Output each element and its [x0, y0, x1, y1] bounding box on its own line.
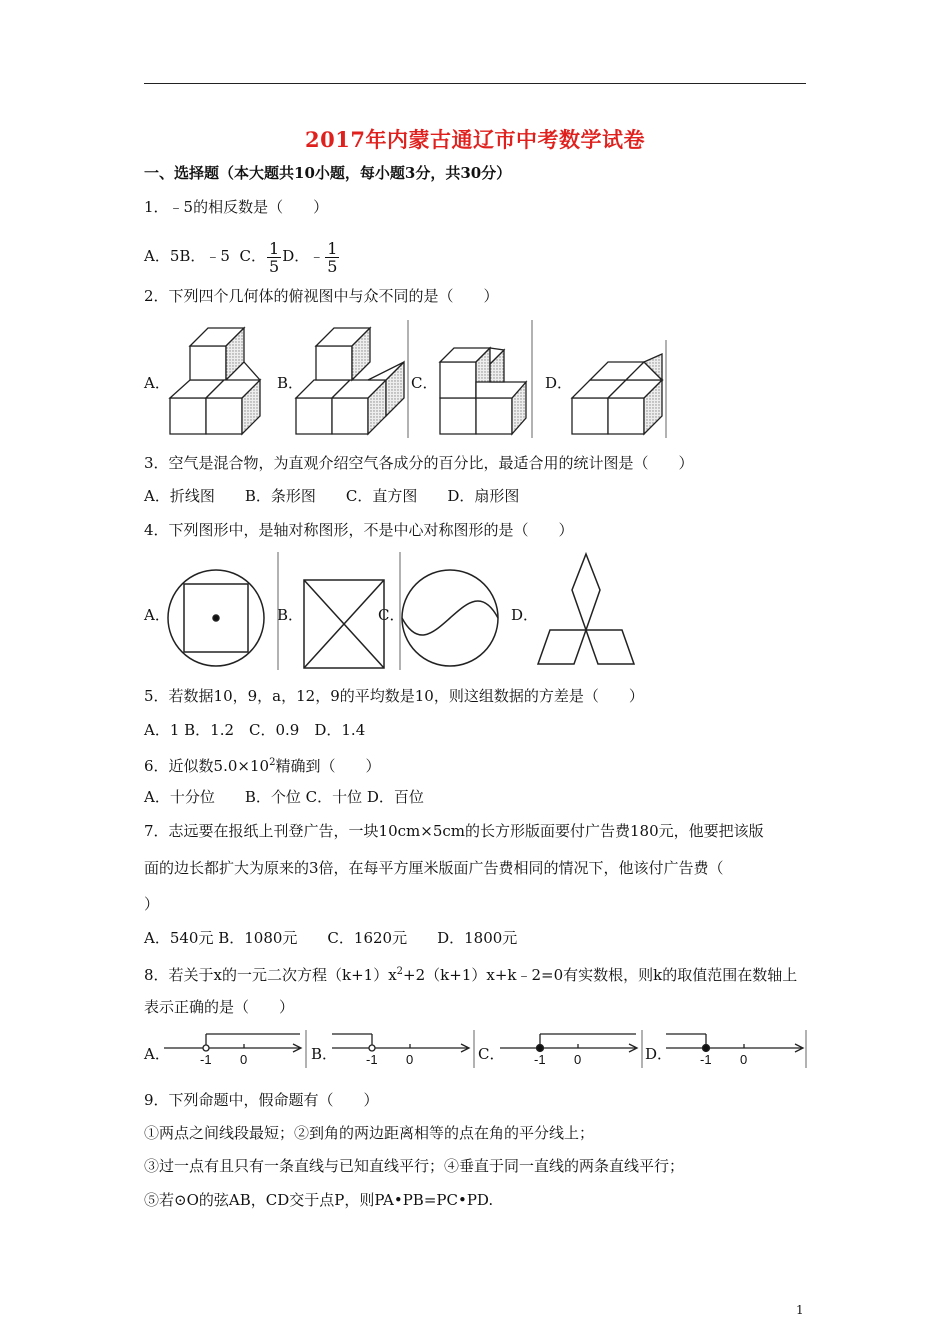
tick-neg-a: -1	[200, 1052, 212, 1067]
tick-neg-c: -1	[534, 1052, 546, 1067]
q7-options: A．540元 B．1080元 C．1620元 D．1800元	[144, 929, 518, 947]
q8-label-b: B．	[311, 1045, 338, 1063]
solid-c	[440, 348, 526, 434]
solid-b	[296, 328, 404, 434]
q8-line1-pre: 8．若关于x的一元二次方程（k+1）x	[144, 966, 397, 984]
q8-line2: 表示正确的是（ ）	[144, 998, 295, 1016]
q8-line1-exponent: 2	[396, 966, 404, 977]
q1-d-numerator: 1	[327, 238, 338, 258]
q6-stem-pre: 6．近似数5.0×10	[144, 757, 270, 775]
q9-stem: 9．下列命题中，假命题有（ ）	[144, 1091, 379, 1109]
q6-stem	[144, 753, 380, 776]
section-heading: 一、选择题（本大题共10小题，每小题3分，共30分）	[144, 164, 512, 182]
q7-line2: 面的边长都扩大为原来的3倍，在每平方厘米版面广告费相同的情况下，他该付广告费（	[144, 859, 724, 877]
q2-solids-figure	[160, 320, 820, 440]
number-line-d	[666, 1034, 803, 1052]
q1-option-c-fraction	[267, 240, 281, 275]
q1-option-d-label: D．	[282, 247, 310, 265]
q1-option-d-fraction	[325, 240, 339, 275]
q8-label-a: A．	[144, 1045, 170, 1063]
q9-statement-2: ③过一点有且只有一条直线与已知直线平行；④垂直于同一直线的两条直线平行；	[144, 1157, 685, 1175]
q2-label-a: A．	[144, 374, 170, 392]
number-line-a	[164, 1034, 301, 1052]
q6-stem-exponent: 2	[269, 757, 276, 768]
q7-line3: ）	[144, 895, 160, 913]
q9-statement-3: ⑤若⊙O的弦AB，CD交于点P，则PA•PB=PC•PD.	[144, 1191, 494, 1209]
q2-label-d: D．	[545, 374, 573, 392]
solid-d	[572, 354, 662, 434]
q1-option-b: B．﹣5	[179, 247, 230, 265]
page-title: 2017年内蒙古通辽市中考数学试卷	[305, 127, 645, 152]
number-line-b	[332, 1034, 469, 1052]
q1-stem: 1．﹣5的相反数是（ ）	[144, 198, 329, 216]
page-number: 1	[796, 1303, 804, 1317]
solid-a	[170, 328, 260, 434]
q5-options: A．1 B．1.2 C．0.9 D．1.4	[144, 721, 366, 739]
q2-stem: 2．下列四个几何体的俯视图中与众不同的是（ ）	[144, 287, 499, 305]
q1-c-denominator: 5	[269, 256, 280, 276]
figure-a	[168, 570, 264, 666]
q4-label-a: A．	[144, 606, 170, 624]
q3-stem: 3．空气是混合物，为直观介绍空气各成分的百分比，最适合用的统计图是（ ）	[144, 454, 694, 472]
q4-label-b: B．	[277, 606, 304, 624]
q4-figures	[160, 552, 660, 672]
q8-line1-post: +2（k+1）x+k﹣2=0有实数根，则k的取值范围在数轴上	[403, 966, 798, 984]
q1-c-numerator: 1	[269, 238, 280, 258]
tick-zero-d: 0	[740, 1052, 748, 1067]
tick-neg-d: -1	[700, 1052, 712, 1067]
q6-stem-post: 精确到（ ）	[275, 757, 381, 775]
tick-neg-b: -1	[366, 1052, 378, 1067]
figure-b	[304, 580, 384, 668]
q5-stem: 5．若数据10，9，a，12，9的平均数是10，则这组数据的方差是（ ）	[144, 687, 644, 705]
q7-line1: 7．志远要在报纸上刊登广告，一块10cm×5cm的长方形版面要付广告费180元，他要把该版	[144, 822, 764, 840]
q6-options: A．十分位 B．个位 C．十位 D．百位	[144, 788, 424, 806]
q3-options: A．折线图 B．条形图 C．直方图 D．扇形图	[144, 487, 520, 505]
q4-label-d: D．	[511, 606, 539, 624]
q1-d-sign: ﹣	[309, 247, 325, 265]
tick-zero-b: 0	[406, 1052, 414, 1067]
tick-zero-c: 0	[574, 1052, 582, 1067]
figure-c	[402, 570, 498, 666]
q8-line1	[144, 962, 797, 985]
figure-d	[538, 554, 634, 664]
q8-number-lines	[160, 1030, 810, 1070]
q9-statement-1: ①两点之间线段最短；②到角的两边距离相等的点在角的平分线上；	[144, 1124, 595, 1142]
tick-zero-a: 0	[240, 1052, 248, 1067]
q4-label-c: C．	[378, 606, 405, 624]
q8-label-d: D．	[645, 1045, 673, 1063]
q2-label-c: C．	[411, 374, 438, 392]
q1-option-c-label: C．	[239, 247, 266, 265]
q8-label-c: C．	[478, 1045, 505, 1063]
q4-stem: 4．下列图形中，是轴对称图形，不是中心对称图形的是（ ）	[144, 521, 574, 539]
q1-options	[144, 238, 340, 275]
number-line-c	[500, 1034, 637, 1052]
q1-d-denominator: 5	[327, 256, 338, 276]
header-rule	[144, 83, 806, 84]
q1-option-a: A．5	[144, 247, 180, 265]
q2-label-b: B．	[277, 374, 304, 392]
